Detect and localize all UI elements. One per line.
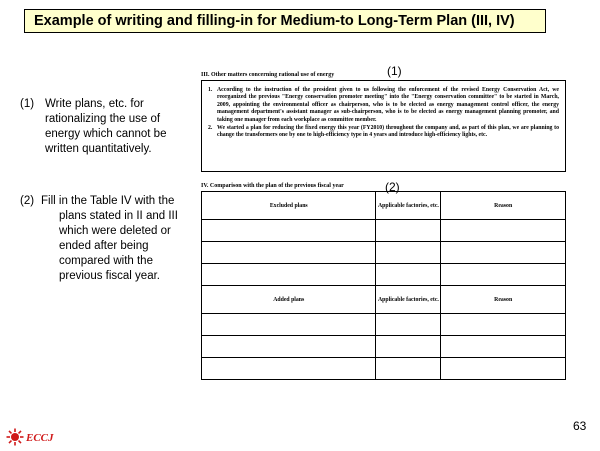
comparison-table	[201, 191, 566, 380]
table-row	[202, 358, 566, 380]
table-row	[202, 220, 566, 242]
callout-2	[20, 194, 200, 286]
section-3-box	[201, 80, 566, 172]
reason-header: Reason	[441, 286, 566, 314]
table-header-row	[202, 286, 566, 314]
applicable-factories-header: Applicable factories, etc.	[376, 286, 441, 314]
marker-1: (1)	[387, 64, 402, 78]
eccj-logo-icon	[6, 428, 66, 446]
section-3-heading: III. Other matters concerning rational use of energy	[201, 72, 335, 78]
added-plans-header: Added plans	[202, 286, 376, 314]
logo-text: ECCJ	[26, 432, 54, 444]
table-row	[202, 314, 566, 336]
callout-2-text: Fill in the Table IV with the plans stated in II and III which were deleted or ended after being compared with the previous fiscal year.	[41, 195, 178, 282]
table-row	[202, 242, 566, 264]
eccj-logo	[6, 428, 66, 446]
section-3-item: 1. According to the instruction of the president given to us following the enforcement of the revised Energy Conservation Act, we reorganized the previous "Energy conservation promoter meeting" into the "Energy conservation committee" to be started in March, 2009, appointing the environmental officer as chairperson, who is to be elected as energy management control officer, the energy management department's assistant manager as sub-chairperson, who is to be elected as energy management planning promoter, and taking one manager from each workplace as committee member.	[208, 87, 559, 123]
excluded-plans-header: Excluded plans	[202, 192, 376, 220]
callout-1	[20, 97, 200, 159]
callout-1-text: Write plans, etc. for rationalizing the use of energy which cannot be written quantitatively.	[45, 98, 167, 155]
applicable-factories-header: Applicable factories, etc.	[376, 192, 441, 220]
reason-header: Reason	[441, 192, 566, 220]
marker-2: (2)	[385, 180, 400, 194]
callout-2-number: (2)	[20, 195, 35, 207]
table-row	[202, 264, 566, 286]
section-4-heading: IV. Comparison with the plan of the previous fiscal year	[201, 183, 344, 189]
section-3-item: 2. We started a plan for reducing the fixed energy this year (FY2010) throughout the company and, as part of this plan, we are planning to change the transformers one by one to high-efficiency type in 4 years and introduce high-efficiency lights, etc.	[208, 125, 559, 139]
table-header-row	[202, 192, 566, 220]
page-number: 63	[573, 419, 587, 433]
callout-1-number: (1)	[20, 98, 35, 110]
table-row	[202, 336, 566, 358]
slide-title: Example of writing and filling-in for Medium-to Long-Term Plan (III, IV)	[24, 9, 546, 33]
